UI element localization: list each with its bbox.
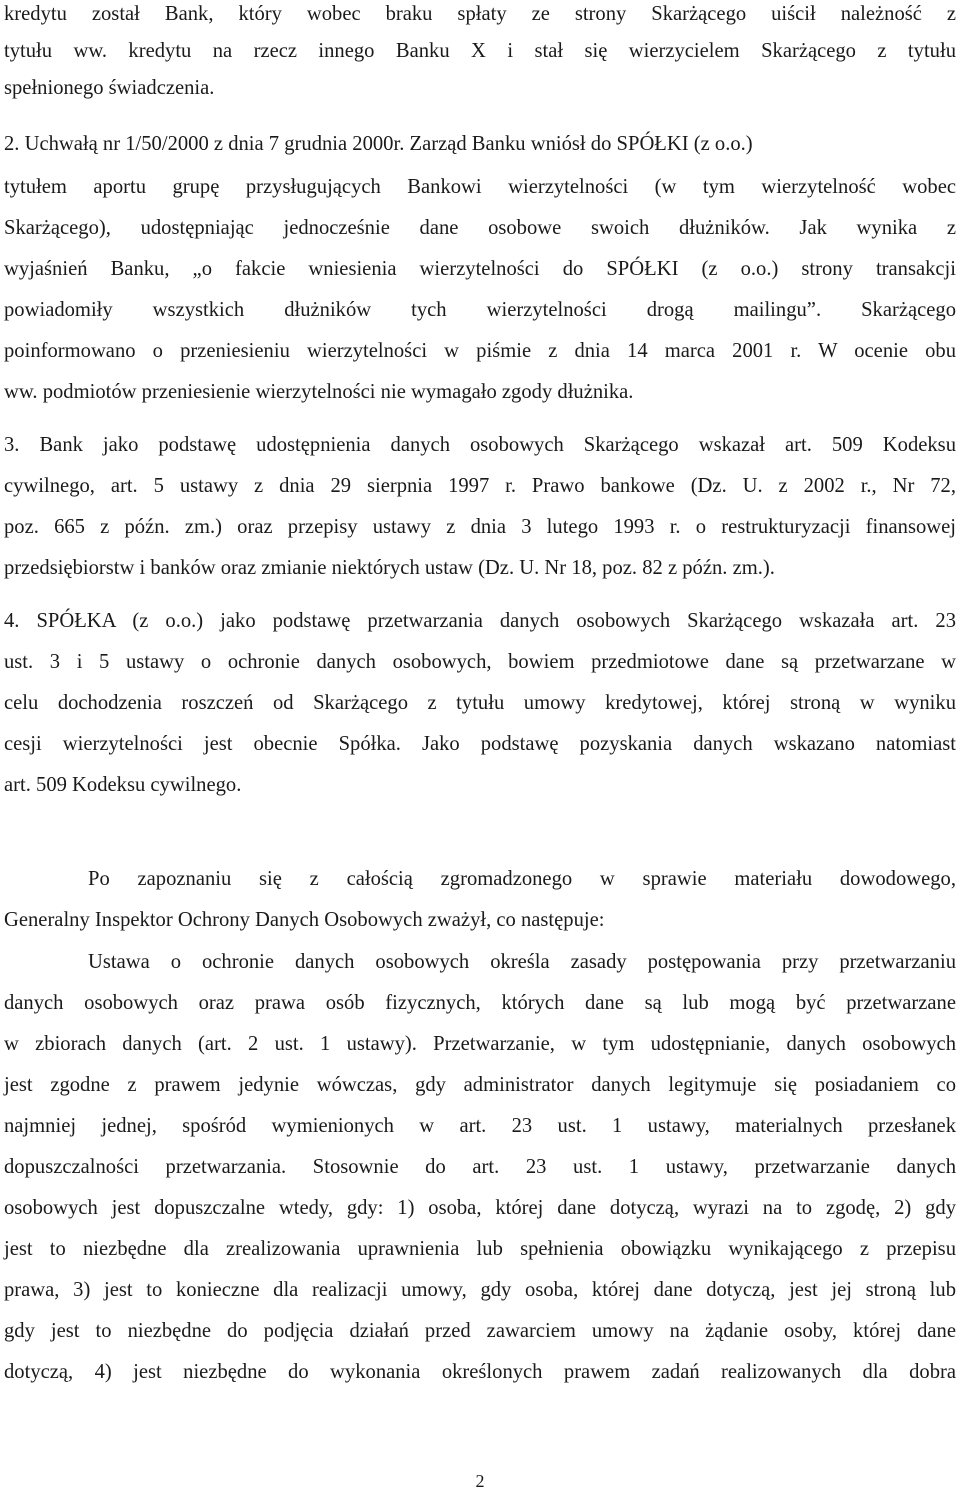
text-line: 3. Bank jako podstawę udostępnienia danych osobowych Skarżącego wskazał art. 509 Kodeksu xyxy=(4,434,956,456)
text-line: w zbiorach danych (art. 2 ust. 1 ustawy). Przetwarzanie, w tym udostępnianie, danych osobowych xyxy=(4,1033,956,1055)
text-line: poz. 665 z późn. zm.) oraz przepisy ustawy z dnia 3 lutego 1993 r. o restrukturyzacji finansowej xyxy=(4,516,956,538)
text-line: Skarżącego), udostępniając jednocześnie dane osobowe swoich dłużników. Jak wynika z xyxy=(4,217,956,239)
text-line: osobowych jest dopuszczalne wtedy, gdy: 1) osoba, której dane dotyczą, wyrazi na to zgodę, 2) gdy xyxy=(4,1197,956,1219)
text-line: jest to niezbędne dla zrealizowania uprawnienia lub spełnienia obowiązku wynikającego z przepisu xyxy=(4,1238,956,1260)
text-line: najmniej jednej, spośród wymienionych w art. 23 ust. 1 ustawy, materialnych przesłanek xyxy=(4,1115,956,1137)
text-line: celu dochodzenia roszczeń od Skarżącego z tytułu umowy kredytowej, której stroną w wyniku xyxy=(4,692,956,714)
text-line: poinformowano o przeniesieniu wierzytelności w piśmie z dnia 14 marca 2001 r. W ocenie obu xyxy=(4,340,956,362)
text-line: cesji wierzytelności jest obecnie Spółka. Jako podstawę pozyskania danych wskazano natomiast xyxy=(4,733,956,755)
text-line: Generalny Inspektor Ochrony Danych Osobowych zważył, co następuje: xyxy=(4,909,605,931)
text-line: 2. Uchwałą nr 1/50/2000 z dnia 7 grudnia 2000r. Zarząd Banku wniósł do SPÓŁKI (z o.o.) xyxy=(4,133,753,155)
text-line: wyjaśnień Banku, „o fakcie wniesienia wierzytelności do SPÓŁKI (z o.o.) strony transakcji xyxy=(4,258,956,280)
text-line: Ustawa o ochronie danych osobowych określa zasady postępowania przy przetwarzaniu xyxy=(88,951,956,973)
text-line: gdy jest to niezbędne do podjęcia działań przed zawarciem umowy na żądanie osoby, której dane xyxy=(4,1320,956,1342)
text-line: kredytu został Bank, który wobec braku spłaty ze strony Skarżącego uiścił należność z xyxy=(4,3,956,25)
text-line: 4. SPÓŁKA (z o.o.) jako podstawę przetwarzania danych osobowych Skarżącego wskazała art. 23 xyxy=(4,610,956,632)
text-line: cywilnego, art. 5 ustawy z dnia 29 sierpnia 1997 r. Prawo bankowe (Dz. U. z 2002 r., Nr 72, xyxy=(4,475,956,497)
text-line: jest zgodne z prawem jedynie wówczas, gdy administrator danych legitymuje się posiadaniem co xyxy=(4,1074,956,1096)
text-line: dotyczą, 4) jest niezbędne do wykonania określonych prawem zadań realizowanych dla dobra xyxy=(4,1361,956,1383)
text-line: przedsiębiorstw i banków oraz zmianie niektórych ustaw (Dz. U. Nr 18, poz. 82 z późn. zm.). xyxy=(4,557,775,579)
text-line: powiadomiły wszystkich dłużników tych wierzytelności drogą mailingu”. Skarżącego xyxy=(4,299,956,321)
text-line: art. 509 Kodeksu cywilnego. xyxy=(4,774,242,796)
text-line: spełnionego świadczenia. xyxy=(4,77,215,99)
page-number: 2 xyxy=(475,1471,485,1491)
text-line: dopuszczalności przetwarzania. Stosownie do art. 23 ust. 1 ustawy, przetwarzanie danych xyxy=(4,1156,956,1178)
text-line: ust. 3 i 5 ustawy o ochronie danych osobowych, bowiem przedmiotowe dane są przetwarzane w xyxy=(4,651,956,673)
text-line: Po zapoznaniu się z całością zgromadzonego w sprawie materiału dowodowego, xyxy=(88,868,956,890)
text-line: prawa, 3) jest to konieczne dla realizacji umowy, gdy osoba, której dane dotyczą, jest jej stroną lub xyxy=(4,1279,956,1301)
text-line: tytułu ww. kredytu na rzecz innego Banku X i stał się wierzycielem Skarżącego z tytułu xyxy=(4,40,956,62)
text-line: tytułem aportu grupę przysługujących Bankowi wierzytelności (w tym wierzytelność wobec xyxy=(4,176,956,198)
text-line: danych osobowych oraz prawa osób fizycznych, których dane są lub mogą być przetwarzane xyxy=(4,992,956,1014)
text-line: ww. podmiotów przeniesienie wierzytelności nie wymagało zgody dłużnika. xyxy=(4,381,634,403)
